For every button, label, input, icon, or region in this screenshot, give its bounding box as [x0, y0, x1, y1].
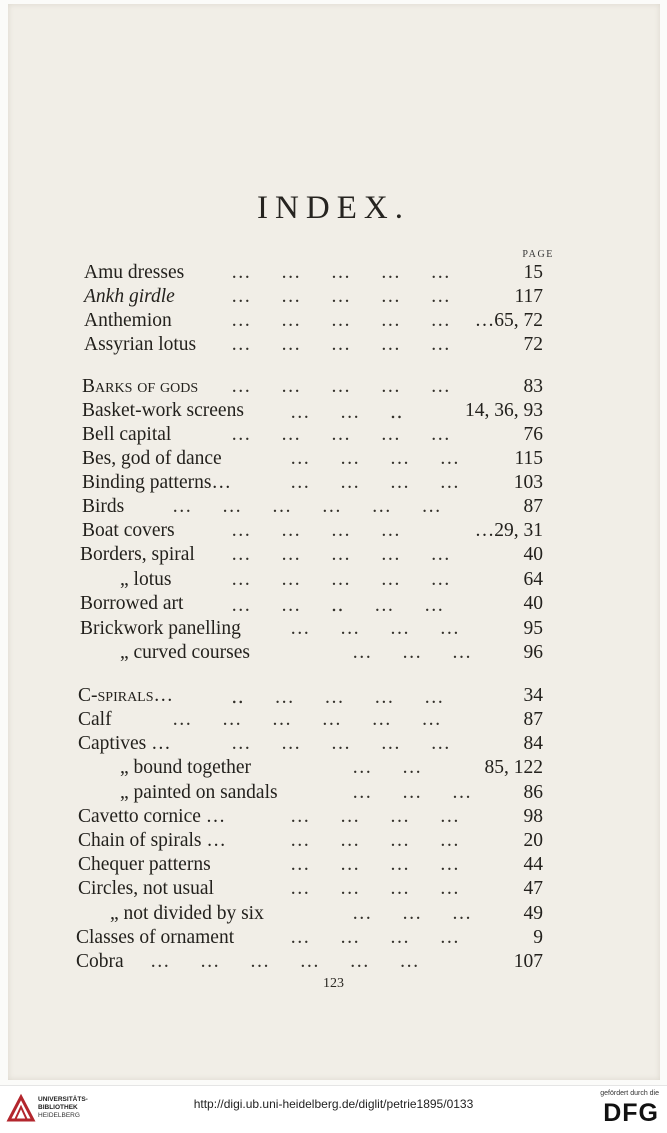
entry-leader: … … … … … — [231, 733, 451, 754]
entry-page: 76 — [523, 424, 543, 445]
entry-label: Bell capital — [82, 424, 172, 445]
index-entry — [0, 448, 667, 472]
funded-by-label: gefördert durch die — [600, 1090, 659, 1097]
index-entry — [0, 593, 667, 617]
index-entry — [0, 472, 667, 496]
index-entry — [0, 400, 667, 424]
library-name-line: HEIDELBERG — [38, 1112, 80, 1119]
entry-leader: … … … … … — [231, 376, 451, 397]
entry-label: Boat covers — [82, 520, 175, 541]
index-entry — [0, 569, 667, 593]
entry-page: 115 — [514, 448, 543, 469]
entry-label: Assyrian lotus — [84, 334, 197, 355]
entry-label: Ankh girdle — [84, 286, 175, 307]
entry-leader: … … … — [352, 782, 473, 803]
dfg-logo: DFG — [603, 1099, 659, 1127]
entry-page: 15 — [523, 262, 543, 283]
entry-label: Barks of gods — [82, 376, 199, 397]
entry-label: Borrowed art — [80, 593, 184, 614]
entry-page: 86 — [523, 782, 543, 803]
entry-leader: … … … … — [290, 472, 461, 493]
entry-label: Classes of ornament — [76, 927, 235, 948]
entry-label: Captives … — [78, 733, 171, 754]
entry-page: 103 — [513, 472, 543, 493]
entry-page: 9 — [533, 927, 543, 948]
entry-page: 96 — [523, 642, 543, 663]
index-entry — [0, 782, 667, 806]
entry-leader: … … … … — [290, 927, 461, 948]
entry-leader: … … … … … … — [150, 951, 420, 972]
index-entry — [0, 496, 667, 520]
entry-label: Birds — [82, 496, 125, 517]
entry-page: …65, 72 — [474, 310, 543, 331]
index-entry — [0, 520, 667, 544]
entry-label: Cavetto cornice … — [78, 806, 226, 827]
index-entry — [0, 806, 667, 830]
entry-label: „ not divided by six — [110, 903, 264, 924]
entry-label: Chequer patterns — [78, 854, 211, 875]
entry-leader: … … … … … — [231, 424, 451, 445]
entry-leader: … … ‥ — [290, 402, 404, 423]
entry-page: 87 — [523, 496, 543, 517]
entry-leader: … … … … … … — [172, 496, 442, 517]
entry-leader: … … … … … … — [172, 709, 442, 730]
entry-leader: … … … … — [290, 618, 461, 639]
entry-page: 84 — [523, 733, 543, 754]
entry-page: 20 — [523, 830, 543, 851]
entry-page: 44 — [523, 854, 543, 875]
index-entry — [0, 951, 667, 975]
entry-page: 47 — [523, 878, 543, 899]
entry-page: …29, 31 — [474, 520, 543, 541]
entry-page: 49 — [523, 903, 543, 924]
entry-label: Basket-work screens — [82, 400, 244, 421]
entry-page: 107 — [513, 951, 543, 972]
entry-page: 40 — [523, 593, 543, 614]
entry-page: 117 — [514, 286, 543, 307]
index-entry — [0, 830, 667, 854]
entry-label: Chain of spirals … — [78, 830, 226, 851]
entry-page: 14, 36, 93 — [465, 400, 543, 421]
index-entry — [0, 424, 667, 448]
index-entry — [0, 854, 667, 878]
entry-label: Calf — [78, 709, 112, 730]
entry-leader: … … … … — [290, 878, 461, 899]
index-entry — [0, 618, 667, 642]
entry-leader: … … … … … — [231, 262, 451, 283]
entry-page: 98 — [523, 806, 543, 827]
entry-page: 95 — [523, 618, 543, 639]
entry-label: C-spirals… — [78, 685, 174, 706]
entry-label: Bes, god of dance — [82, 448, 222, 469]
index-entry — [0, 334, 667, 358]
index-entry — [0, 376, 667, 400]
entry-label: Brickwork panelling — [80, 618, 241, 639]
entry-leader: … … ‥ … … — [231, 595, 445, 616]
index-entry — [0, 286, 667, 310]
page-number: 123 — [323, 976, 344, 991]
entry-label: „ bound together — [120, 757, 252, 778]
entry-page: 34 — [523, 685, 543, 706]
entry-leader: … … … — [352, 903, 473, 924]
entry-leader: … … … … — [290, 854, 461, 875]
page-title: INDEX. — [257, 190, 410, 226]
index-entry — [0, 878, 667, 902]
index-entry — [0, 757, 667, 781]
entry-leader: … … … … — [290, 830, 461, 851]
library-name-line: BIBLIOTHEK — [38, 1104, 78, 1111]
entry-page: 87 — [523, 709, 543, 730]
entry-leader: … … … … … — [231, 286, 451, 307]
index-entry — [0, 903, 667, 927]
entry-label: Binding patterns… — [82, 472, 231, 493]
permalink-url[interactable]: http://digi.ub.uni-heidelberg.de/diglit/petrie1895/0133 — [193, 1097, 474, 1111]
entry-leader: … … … … … — [231, 334, 451, 355]
index-entry — [0, 709, 667, 733]
entry-label: Amu dresses — [84, 262, 185, 283]
library-name-line: UNIVERSITÄTS- — [38, 1096, 88, 1103]
entry-leader: … … … — [352, 642, 473, 663]
entry-page: 83 — [523, 376, 543, 397]
index-entry — [0, 733, 667, 757]
index-entry — [0, 927, 667, 951]
entry-leader: … … … … … — [231, 544, 451, 565]
entry-label: Cobra — [76, 951, 124, 972]
entry-page: 72 — [523, 334, 543, 355]
entry-label: Anthemion — [84, 310, 172, 331]
entry-leader: … … … … — [231, 520, 402, 541]
page-column-heading: PAGE — [522, 249, 554, 260]
entry-label: Circles, not usual — [78, 878, 214, 899]
entry-page: 85, 122 — [484, 757, 543, 778]
entry-label: „ lotus — [120, 569, 172, 590]
entry-leader: … … … … — [290, 448, 461, 469]
entry-label: „ curved courses — [120, 642, 250, 663]
index-entry — [0, 685, 667, 709]
index-entry — [0, 262, 667, 286]
entry-label: Borders, spiral — [80, 544, 195, 565]
entry-leader: ‥ … … … … — [231, 687, 445, 708]
entry-leader: … … — [352, 757, 423, 778]
entry-label: „ painted on sandals — [120, 782, 278, 803]
index-entry — [0, 310, 667, 334]
index-entry — [0, 544, 667, 568]
entry-leader: … … … … … — [231, 310, 451, 331]
entry-leader: … … … … … — [231, 569, 451, 590]
entry-leader: … … … … — [290, 806, 461, 827]
entry-page: 40 — [523, 544, 543, 565]
index-entry — [0, 642, 667, 666]
entry-page: 64 — [523, 569, 543, 590]
